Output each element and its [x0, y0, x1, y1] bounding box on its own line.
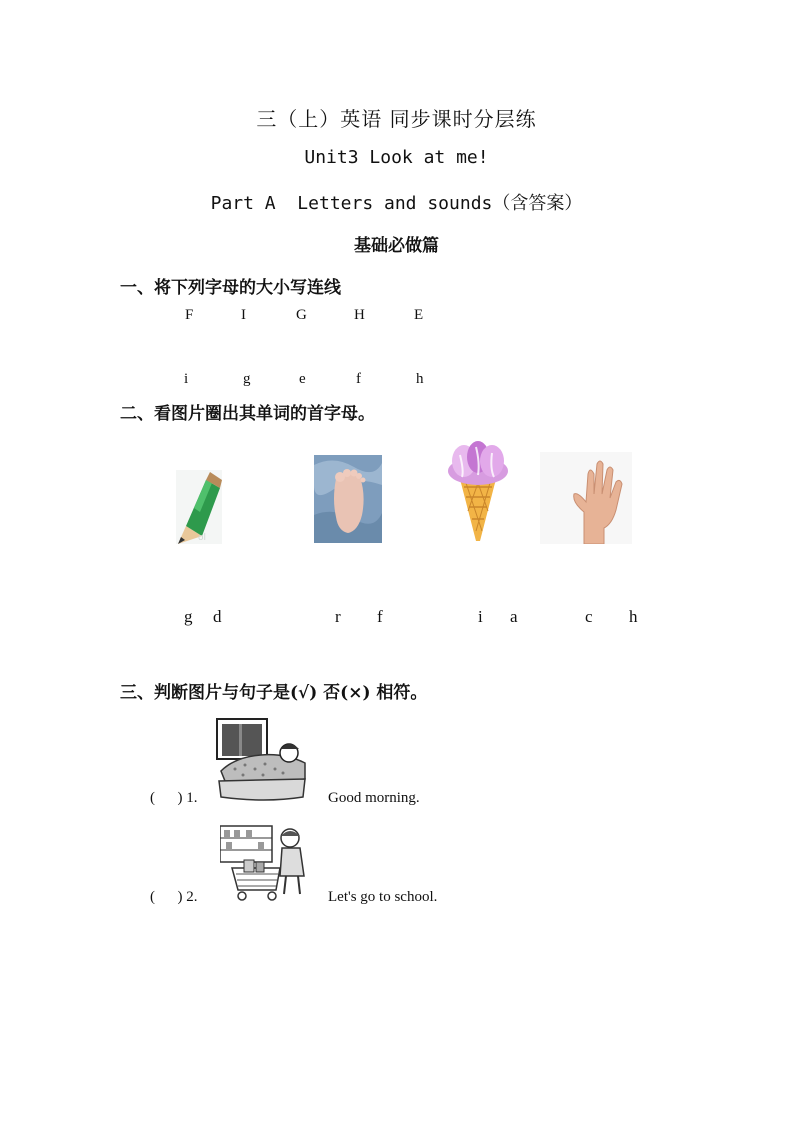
part-title: Part A Letters and sounds（含答案）	[210, 193, 583, 214]
sleeping-in-bed-image	[215, 717, 307, 803]
hand-image	[540, 452, 632, 544]
uppercase-letter: F	[185, 307, 194, 323]
uppercase-letter: I	[241, 307, 246, 323]
option-letter[interactable]: h	[629, 607, 638, 626]
shopping-cart-image	[220, 824, 308, 902]
option-letter[interactable]: f	[377, 607, 383, 626]
page-title: 三（上）英语 同步课时分层练	[256, 107, 537, 131]
uppercase-letter: E	[414, 307, 424, 323]
sentence-1: Good morning.	[328, 790, 420, 806]
lowercase-letter: f	[356, 371, 361, 387]
unit-title: Unit3 Look at me!	[304, 147, 489, 168]
lowercase-letter: h	[416, 371, 424, 387]
lowercase-letter: g	[243, 371, 251, 387]
uppercase-letter: H	[354, 307, 365, 323]
lowercase-letter: e	[299, 371, 306, 387]
answer-blank-2[interactable]: ( ) 2.	[150, 889, 198, 905]
ice-cream-image	[446, 441, 510, 543]
foot-image	[314, 455, 382, 543]
section1-heading: 一、将下列字母的大小写连线	[120, 278, 341, 298]
sentence-2: Let's go to school.	[328, 889, 438, 905]
pencil-image	[176, 470, 222, 544]
option-letter[interactable]: c	[585, 607, 593, 626]
lowercase-letter: i	[184, 371, 189, 387]
svg-text:ol: ol	[198, 533, 207, 543]
option-letter[interactable]: r	[335, 607, 341, 626]
option-letter[interactable]: i	[478, 607, 483, 626]
answer-blank-1[interactable]: ( ) 1.	[150, 790, 198, 806]
section3-heading: 三、判断图片与句子是(√) 否(×) 相符。	[120, 683, 428, 703]
section2-heading: 二、看图片圈出其单词的首字母。	[120, 404, 375, 424]
level-title: 基础必做篇	[354, 236, 439, 256]
option-letter[interactable]: g	[184, 607, 193, 626]
option-letter[interactable]: a	[510, 607, 518, 626]
option-letter[interactable]: d	[213, 607, 222, 626]
uppercase-letter: G	[296, 307, 307, 323]
